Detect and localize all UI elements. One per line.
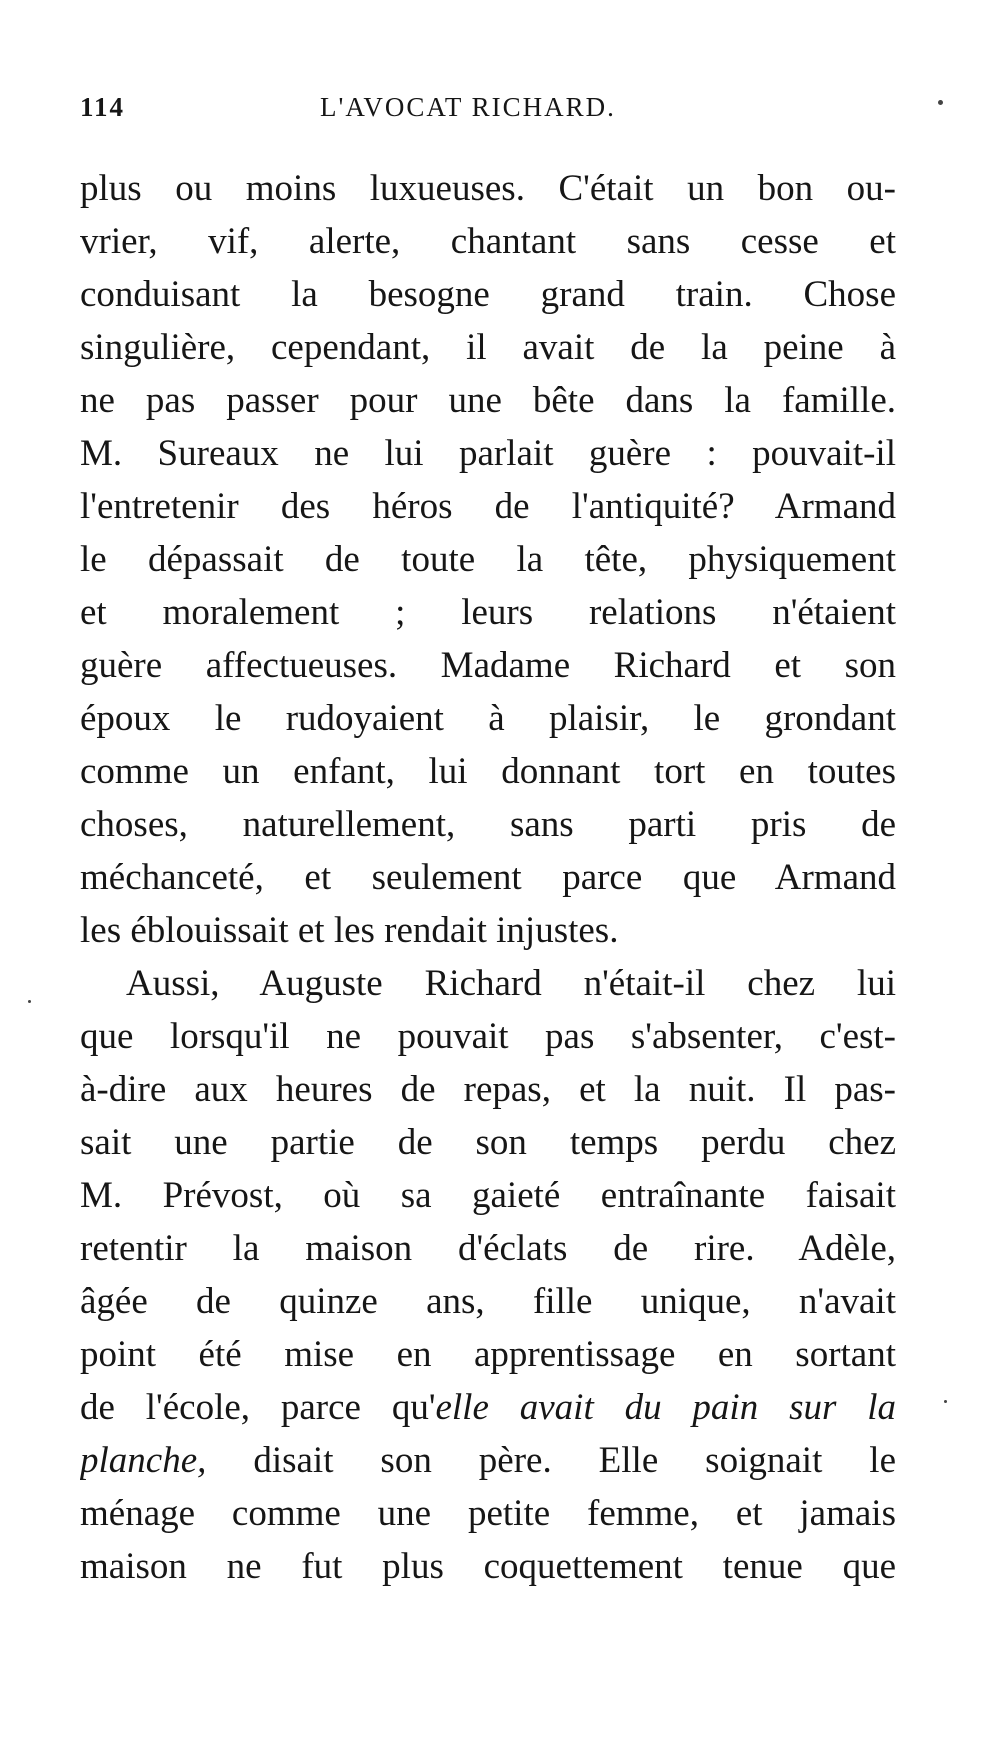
text-line: comme un enfant, lui donnant tort en toutes [80,751,896,792]
text-line: à-dire aux heures de repas, et la nuit. Il pas- [80,1069,896,1110]
text-line: vrier, vif, alerte, chantant sans cesse et [80,221,896,262]
text-line: époux le rudoyaient à plaisir, le grondant [80,698,896,739]
text-line [80,1381,896,1434]
text-segment: disait son père. Elle soignait le [206,1440,896,1481]
text-line: que lorsqu'il ne pouvait pas s'absenter, c'est- [80,1016,896,1057]
running-title: L'AVOCAT RICHARD. [320,92,616,122]
running-head [80,92,896,126]
text-line: retentir la maison d'éclats de rire. Adèle, [80,1228,896,1269]
body-text [80,162,896,1593]
text-line: M. Prévost, où sa gaieté entraînante faisait [80,1175,896,1216]
text-line: point été mise en apprentissage en sortant [80,1334,896,1375]
text-line: âgée de quinze ans, fille unique, n'avait [80,1281,896,1322]
text-line: l'entretenir des héros de l'antiquité? Armand [80,486,896,527]
text-line: maison ne fut plus coquettement tenue que [80,1546,896,1587]
text-line: et moralement ; leurs relations n'étaient [80,592,896,633]
text-line: choses, naturellement, sans parti pris de [80,804,896,845]
text-line: sait une partie de son temps perdu chez [80,1122,896,1163]
text-line: conduisant la besogne grand train. Chose [80,274,896,315]
text-line: Aussi, Auguste Richard n'était-il chez lui [126,963,896,1004]
text-segment: de l'école, parce qu' [80,1387,436,1428]
text-line: plus ou moins luxueuses. C'était un bon ou- [80,168,896,209]
scan-speck [944,1400,947,1403]
text-line: le dépassait de toute la tête, physiquement [80,539,896,580]
page-number: 114 [80,92,126,122]
text-line: méchanceté, et seulement parce que Armand [80,857,896,898]
text-line: les éblouissait et les rendait injustes. [80,910,619,951]
text-line: M. Sureaux ne lui parlait guère : pouvait-il [80,433,896,474]
italic-phrase: elle avait du pain sur la [435,1387,896,1428]
text-line [80,1434,896,1487]
text-line: guère affectueuses. Madame Richard et son [80,645,896,686]
text-line: ne pas passer pour une bête dans la famille. [80,380,896,421]
scan-speck [938,100,943,105]
text-line: singulière, cependant, il avait de la peine à [80,327,896,368]
italic-phrase: planche, [80,1440,207,1481]
scan-speck [28,1000,31,1003]
text-line: ménage comme une petite femme, et jamais [80,1493,896,1534]
